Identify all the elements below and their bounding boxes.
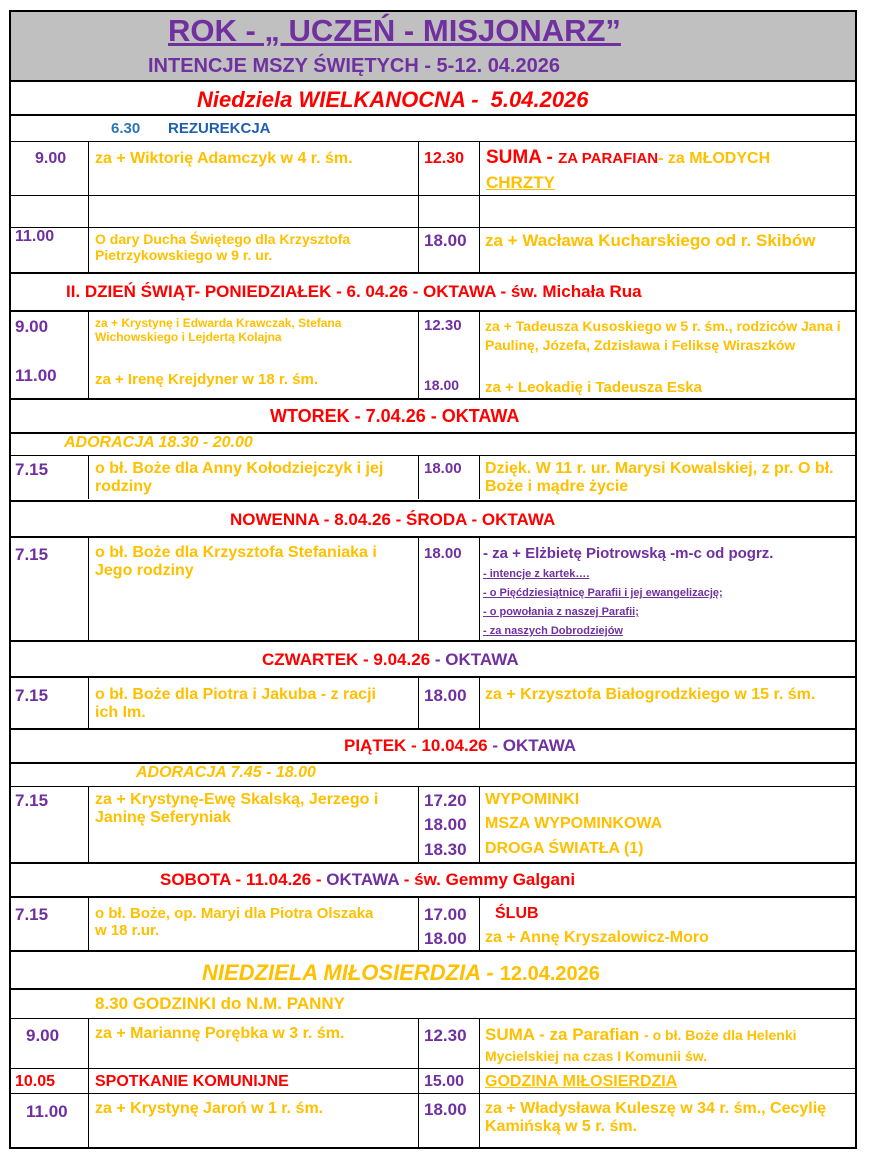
- friday-intention-4: DROGA ŚWIATŁA (1): [485, 840, 644, 857]
- thursday-time-2: 18.00: [424, 686, 467, 705]
- sunday2-intention-6: za + Władysława Kuleszę w 34 r. śm., Cecylię Kamińską w 5 r. śm.: [485, 1100, 827, 1136]
- thursday-title-date: CZWARTEK - 9.04.26: [262, 650, 431, 669]
- tuesday-adoration: ADORACJA 18.30 - 20.00: [64, 434, 253, 451]
- divider: [88, 1018, 89, 1147]
- divider: [11, 676, 855, 678]
- wednesday-list-1: - intencje z kartek….: [483, 568, 590, 580]
- divider: [11, 310, 855, 312]
- sunday2-title-text: NIEDZIELA MIŁOSIERDZIA -: [202, 960, 500, 985]
- sunday1-intention-4: za + Wacława Kucharskiego od r. Skibów: [485, 231, 816, 250]
- wednesday-list-3: - o powołania z naszej Parafii;: [483, 606, 639, 618]
- divider: [88, 455, 89, 499]
- godzinki: 8.30 GODZINKI do N.M. PANNY: [95, 994, 345, 1013]
- wednesday-intention-2: - za + Elżbietę Piotrowską -m-c od pogrz.: [483, 545, 774, 562]
- sunday2-intention-3: SPOTKANIE KOMUNIJNE: [95, 1073, 289, 1090]
- monday-intention-1: za + Krystynę i Edwarda Krawczak, Stefana Wichowskiego i Lejdertą Kolajna: [95, 316, 342, 344]
- friday-intention-2: WYPOMINKI: [485, 791, 580, 808]
- sunday1-intention-3: O dary Ducha Świętego dla Krzysztofa Pietrzykowskiego w 9 r. ur.: [95, 231, 351, 264]
- monday-title: II. DZIEŃ ŚWIĄT- PONIEDZIAŁEK - 6. 04.26 - OKTAWA - św. Michała Rua: [66, 282, 642, 301]
- saturday-title-saint: - św. Gemmy Galgani: [399, 870, 576, 889]
- divider: [479, 455, 480, 499]
- divider: [11, 80, 855, 82]
- sunday2-time-5: 11.00: [26, 1102, 68, 1121]
- divider: [11, 862, 855, 864]
- rezurekcja-label: REZUREKCJA: [168, 120, 271, 137]
- divider: [11, 195, 855, 196]
- friday-intention-1: za + Krystynę-Ewę Skalską, Jerzego i Janinę Seferyniak: [95, 791, 379, 827]
- friday-time-4: 18.30: [424, 840, 467, 859]
- thursday-intention-1: o bł. Boże dla Piotra i Jakuba - z racji ich Im.: [95, 686, 376, 722]
- friday-title: [344, 736, 576, 756]
- sunday2-title: [202, 960, 600, 986]
- suma-mlodych: - za MŁODYCH: [658, 150, 771, 167]
- monday-intention-4: za + Leokadię i Tadeusza Eska: [485, 379, 702, 396]
- divider: [11, 1068, 855, 1069]
- sunday2-date: 12.04.2026: [499, 963, 600, 985]
- divider: [88, 786, 89, 862]
- page-title: ROK - „ UCZEŃ - MISJONARZ”: [168, 13, 621, 48]
- sunday1-time-2: 12.30: [424, 150, 465, 167]
- sunday2-time-1: 9.00: [26, 1026, 60, 1045]
- divider: [418, 312, 419, 398]
- divider: [88, 141, 89, 272]
- divider: [418, 678, 419, 728]
- thursday-title: [262, 650, 519, 670]
- divider: [11, 988, 855, 990]
- saturday-title-octave: OKTAWA: [321, 870, 400, 889]
- divider: [11, 1018, 855, 1019]
- sunday1-title-text: Niedziela WIELKANOCNA -: [197, 87, 479, 112]
- divider: [418, 786, 419, 862]
- divider: [418, 141, 419, 272]
- divider: [418, 1018, 419, 1147]
- friday-adoration: ADORACJA 7.45 - 18.00: [136, 764, 316, 781]
- divider: [479, 312, 480, 398]
- saturday-time-3: 18.00: [424, 929, 467, 948]
- divider: [11, 950, 855, 952]
- friday-time-2: 17.20: [424, 791, 467, 810]
- sunday2-intention-4: GODZINA MIŁOSIERDZIA: [485, 1073, 678, 1090]
- sunday1-title: [197, 87, 589, 112]
- divider: [479, 786, 480, 862]
- sunday2-suma-intention: - o bł. Boże dla Helenki Mycielskiej na czas I Komunii św.: [485, 1027, 797, 1064]
- monday-intention-2: za + Irenę Krejdyner w 18 r. śm.: [95, 371, 319, 388]
- divider: [418, 898, 419, 950]
- monday-time-2: 11.00: [15, 366, 57, 385]
- divider: [11, 786, 855, 787]
- monday-time-3: 12.30: [424, 317, 462, 334]
- wednesday-title: NOWENNA - 8.04.26 - ŚRODA - OKTAWA: [230, 510, 556, 529]
- sunday2-time-3: 10.05: [15, 1073, 56, 1090]
- thursday-intention-2: za + Krzysztofa Białogrodzkiego w 15 r. śm.: [485, 686, 816, 703]
- sunday2-intention-1: za + Mariannę Porębka w 3 r. śm.: [95, 1025, 345, 1042]
- friday-title-octave: - OKTAWA: [487, 736, 577, 755]
- sunday2-intention-5: za + Krystynę Jaroń w 1 r. śm.: [95, 1100, 324, 1117]
- sunday2-time-2: 12.30: [424, 1026, 467, 1045]
- wednesday-intention-1: o bł. Boże dla Krzysztofa Stefaniaka i Jego rodziny: [95, 544, 377, 580]
- tuesday-intention-2: Dzięk. W 11 r. ur. Marysi Kowalskiej, z pr. O bł. Boże i mądre życie: [485, 460, 834, 496]
- divider: [11, 114, 855, 116]
- sunday1-time-4: 18.00: [424, 231, 467, 250]
- saturday-intention-1: o bł. Boże, op. Maryi dla Piotra Olszaka w 18 r.ur.: [95, 905, 374, 940]
- divider: [479, 898, 480, 950]
- divider: [11, 227, 855, 228]
- divider: [88, 898, 89, 950]
- divider: [479, 538, 480, 640]
- sunday2-suma: SUMA - za Parafian: [485, 1025, 645, 1044]
- saturday-intention-3: za + Annę Kryszalowicz-Moro: [485, 929, 709, 946]
- monday-time-4: 18.00: [424, 377, 460, 393]
- divider: [11, 500, 855, 502]
- divider: [88, 678, 89, 728]
- divider: [88, 312, 89, 398]
- divider: [11, 272, 855, 274]
- tuesday-title-octave: - OKTAWA: [425, 406, 520, 426]
- saturday-intention-2: ŚLUB: [495, 905, 539, 922]
- monday-intention-3: za + Tadeusza Kusoskiego w 5 r. śm., rodziców Jana i Paulinę, Józefa, Zdzisława i Feliksę Wiraszków: [485, 318, 841, 353]
- divider: [11, 455, 855, 456]
- divider: [11, 536, 855, 538]
- sunday1-intention-1: za + Wiktorię Adamczyk w 4 r. śm.: [95, 150, 353, 167]
- thursday-title-octave: - OKTAWA: [430, 650, 519, 669]
- sunday1-time-3: 11.00: [15, 228, 55, 245]
- friday-time-1: 7.15: [15, 791, 49, 810]
- tuesday-time-2: 18.00: [424, 460, 462, 477]
- wednesday-time-1: 7.15: [15, 545, 49, 564]
- rezurekcja-time: 6.30: [111, 120, 141, 137]
- divider: [479, 141, 480, 272]
- sunday2-intention-2: [485, 1023, 845, 1066]
- divider: [11, 141, 855, 142]
- tuesday-title: [270, 406, 519, 427]
- wednesday-list-2: - o Pięćdziesiątnicę Parafii i jej ewangelizację;: [483, 587, 723, 599]
- monday-time-1: 9.00: [15, 317, 49, 336]
- sunday2-time-4: 15.00: [424, 1073, 465, 1090]
- friday-title-date: PIĄTEK - 10.04.26: [344, 736, 488, 755]
- divider: [418, 455, 419, 499]
- saturday-title: [160, 870, 575, 890]
- suma-label: SUMA -: [486, 147, 559, 168]
- tuesday-title-date: WTOREK - 7.04.26: [270, 406, 426, 426]
- saturday-title-date: SOBOTA - 11.04.26 -: [160, 870, 322, 889]
- tuesday-time-1: 7.15: [15, 460, 49, 479]
- sunday1-date: 5.04.2026: [490, 87, 589, 112]
- wednesday-list-4: - za naszych Dobrodziejów: [483, 625, 623, 637]
- friday-intention-3: MSZA WYPOMINKOWA: [485, 815, 663, 832]
- saturday-time-1: 7.15: [15, 905, 49, 924]
- tuesday-intention-1: o bł. Boże dla Anny Kołodziejczyk i jej rodziny: [95, 460, 384, 496]
- divider: [418, 538, 419, 640]
- thursday-time-1: 7.15: [15, 686, 49, 705]
- divider: [479, 1018, 480, 1147]
- divider: [11, 640, 855, 642]
- divider: [479, 678, 480, 728]
- friday-time-3: 18.00: [424, 815, 467, 834]
- suma-chrzty: CHRZTY: [486, 173, 555, 192]
- divider: [11, 1093, 855, 1094]
- page-subtitle: INTENCJE MSZY ŚWIĘTYCH - 5-12. 04.2026: [148, 55, 560, 77]
- suma-line: [486, 147, 770, 169]
- sunday2-time-6: 18.00: [424, 1100, 467, 1119]
- sunday1-time-1: 9.00: [35, 150, 67, 167]
- divider: [88, 538, 89, 640]
- wednesday-time-2: 18.00: [424, 545, 462, 562]
- suma-parafian: ZA PARAFIAN: [558, 150, 659, 167]
- divider: [11, 398, 855, 400]
- saturday-time-2: 17.00: [424, 905, 467, 924]
- divider: [11, 896, 855, 898]
- divider: [11, 728, 855, 730]
